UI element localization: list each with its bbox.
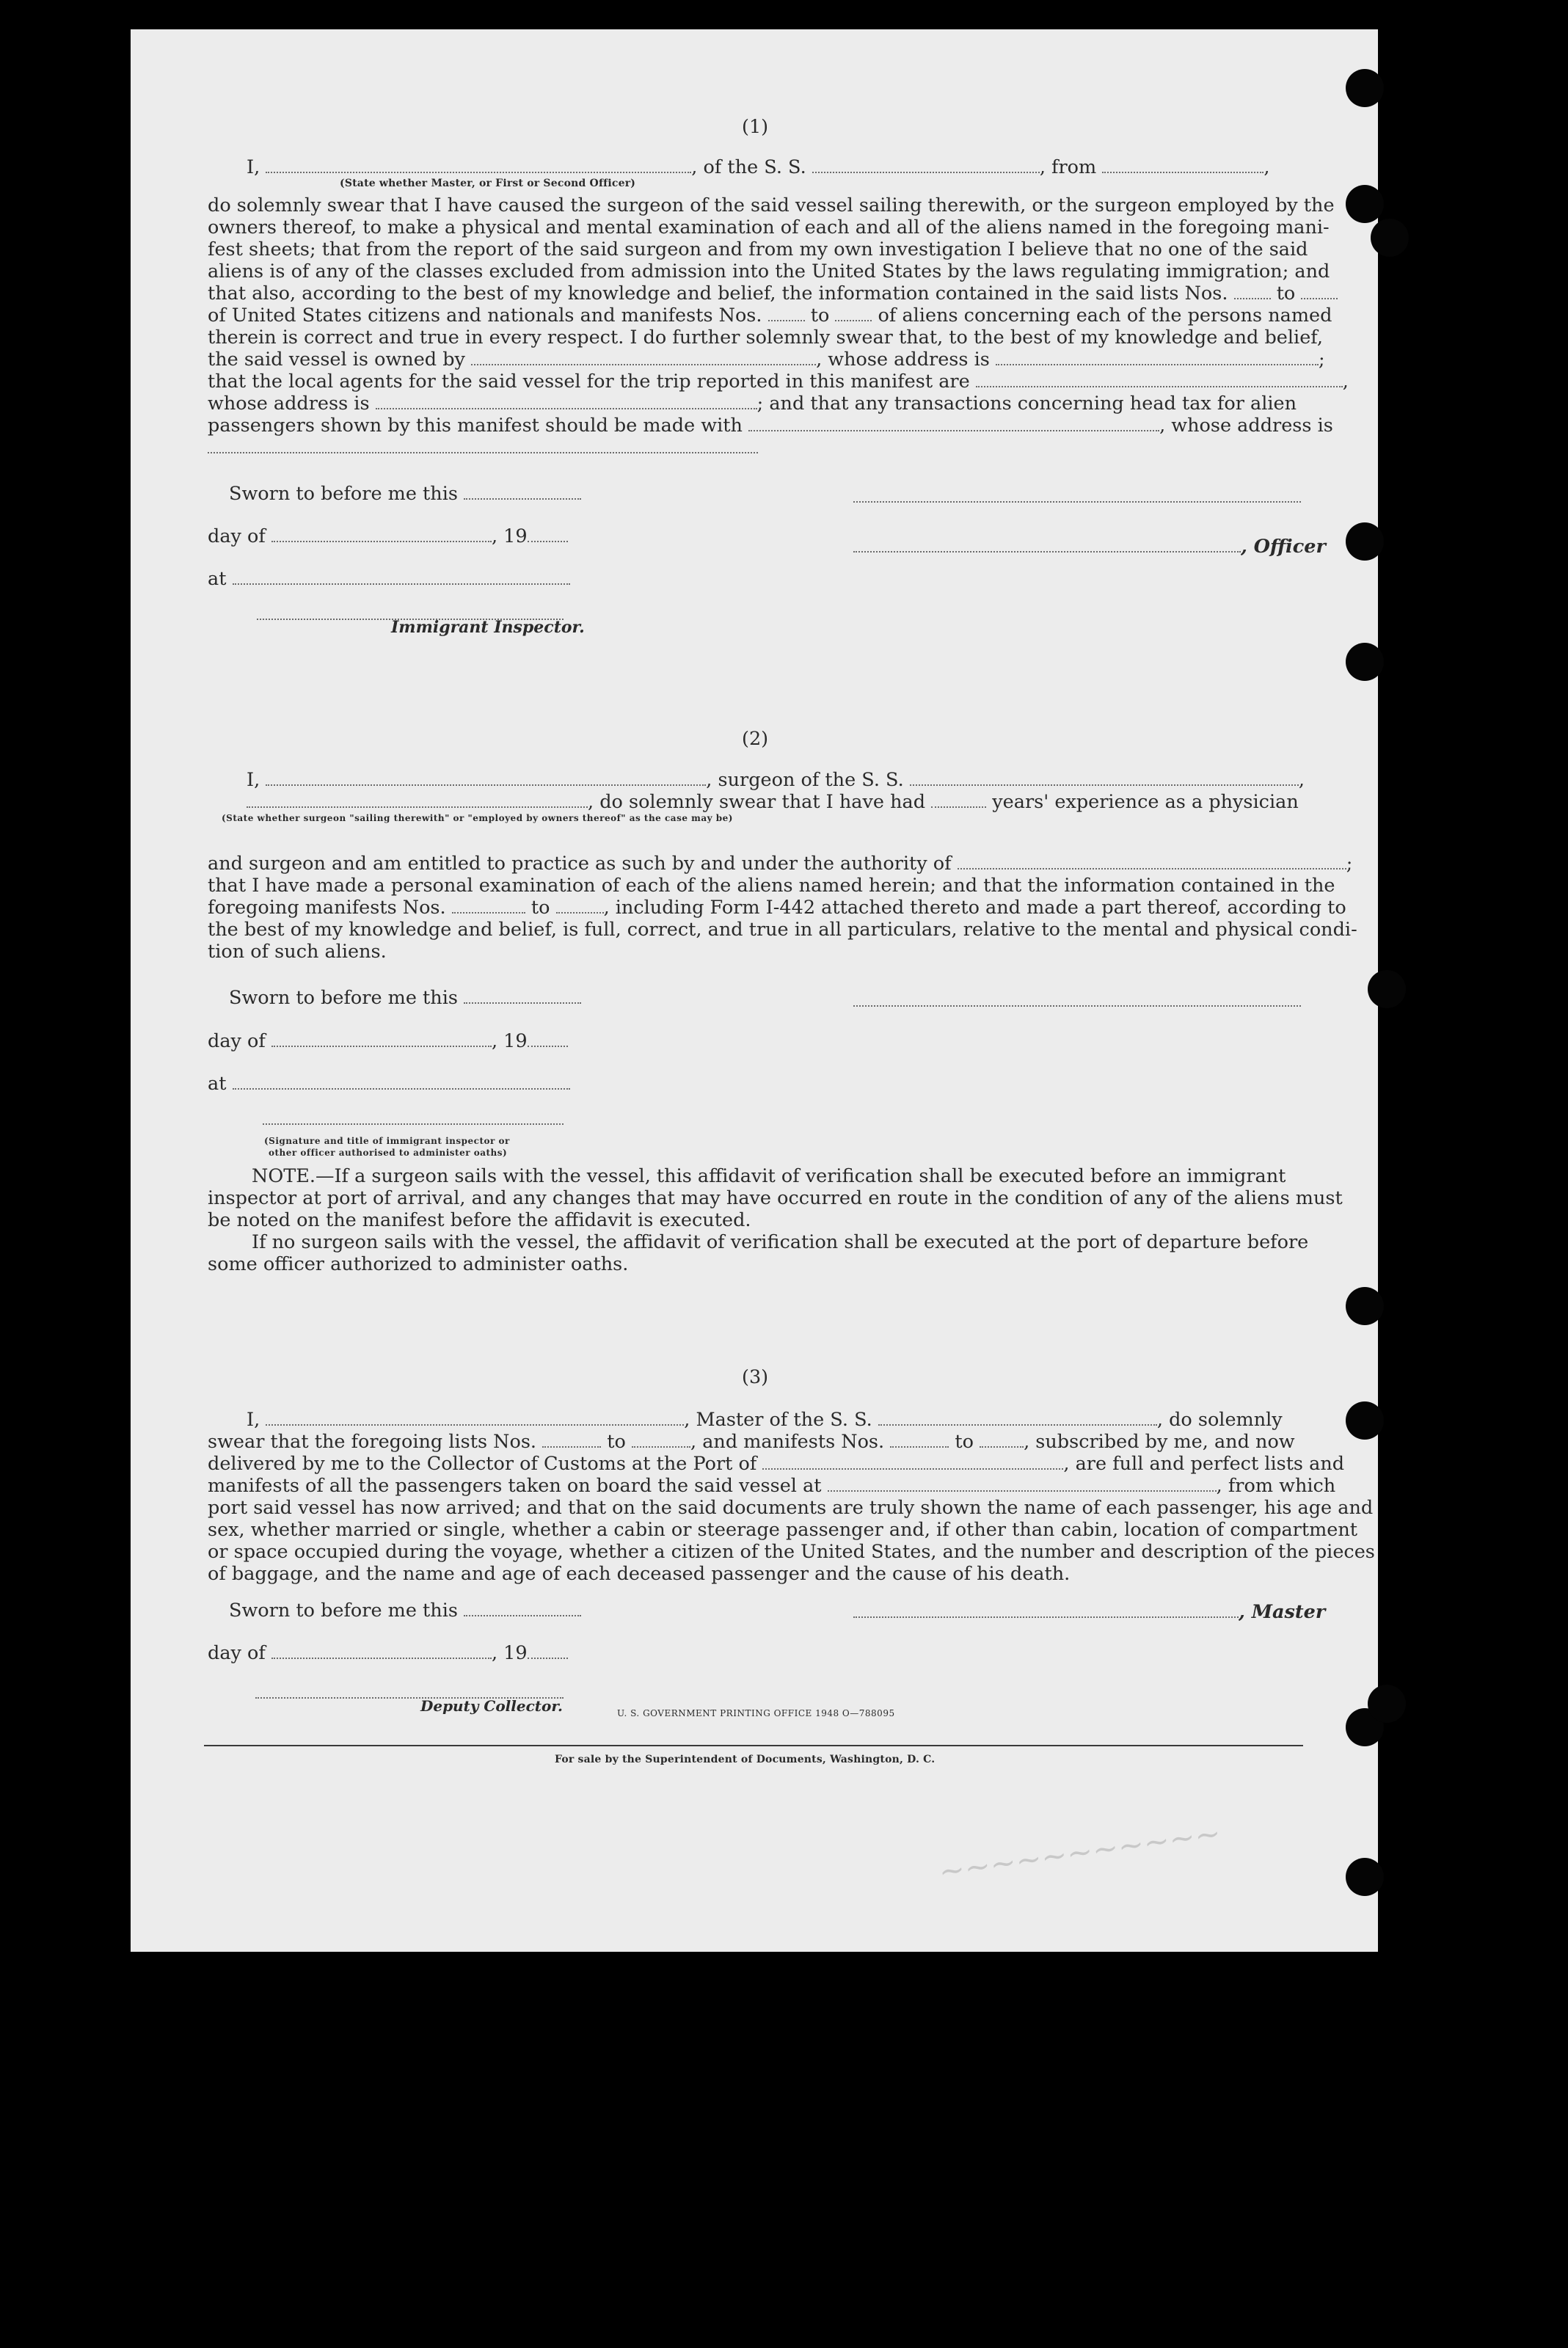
section1-para-9: that the local agents for the said vessel for the trip reported in this manifest are , <box>208 371 1349 393</box>
binder-hole <box>1368 1685 1406 1723</box>
binder-hole <box>1346 185 1384 223</box>
binder-hole <box>1346 1858 1384 1896</box>
section1-day-of-text: day of <box>208 525 266 547</box>
boarding-port-blank[interactable] <box>828 1490 1217 1492</box>
s3-manifests-from-blank[interactable] <box>890 1445 949 1448</box>
section2-years: years' experience as a physician <box>992 791 1299 813</box>
section1-at <box>208 568 570 590</box>
section3-sworn-text: Sworn to before me this <box>229 1600 458 1622</box>
section1-owned-by: the said vessel is owned by <box>208 349 465 371</box>
section2-note-2: inspector at port of arrival, and any changes that may have occurred en route in the condition of any of the aliens must <box>208 1187 1343 1209</box>
officer-blank[interactable] <box>853 550 1241 553</box>
section2-sig-label-1: (Signature and title of immigrant inspector or <box>264 1136 510 1146</box>
section1-para-7: therein is correct and true in every respect. I do further solemnly swear that, to the best of my knowledge and belief, <box>208 327 1323 349</box>
binder-hole <box>1368 970 1406 1008</box>
section2-surgeon-of: , surgeon of the S. S. <box>706 769 904 791</box>
section3-rest-4: of baggage, and the name and age of each deceased passenger and the cause of his death. <box>208 1563 1071 1585</box>
section3-deputy-label: Deputy Collector. <box>420 1697 564 1715</box>
section3-line2c: , and manifests Nos. <box>690 1431 885 1453</box>
section3-line4b: , from which <box>1216 1475 1336 1497</box>
form-page <box>131 29 1378 1952</box>
vessel-name-blank[interactable] <box>812 171 1040 173</box>
agents-blank[interactable] <box>976 385 1343 387</box>
section3-sworn-blank[interactable] <box>464 1614 581 1616</box>
section2-sworn <box>229 987 581 1009</box>
section1-para-2: owners thereof, to make a physical and mental examination of each and all of the aliens named in the foregoing mani- <box>208 216 1330 238</box>
section2-line5a: foregoing manifests Nos. <box>208 897 446 919</box>
section2-line5b: to <box>530 897 550 919</box>
head-tax-address-blank[interactable] <box>208 451 758 453</box>
section3-year: , 19 <box>491 1642 528 1664</box>
agents-address-blank[interactable] <box>376 407 757 409</box>
section2-line5 <box>208 897 1346 919</box>
section3-day-of <box>208 1642 568 1664</box>
section3-line3a: delivered by me to the Collector of Customs at the Port of <box>208 1453 757 1475</box>
section2-note-3: be noted on the manifest before the affidavit is executed. <box>208 1209 751 1231</box>
s2-manifest-from-blank[interactable] <box>452 911 525 914</box>
section2-line6: the best of my knowledge and belief, is full, correct, and true in all particulars, relative to the mental and physical condi- <box>208 919 1357 941</box>
for-sale-line: For sale by the Superintendent of Documents, Washington, D. C. <box>555 1754 936 1765</box>
section1-para-5-text: that also, according to the best of my knowledge and belief, the information contained in the said lists Nos. <box>208 282 1228 305</box>
section3-master-of: , Master of the S. S. <box>684 1409 872 1431</box>
section1-para-4: aliens is of any of the classes excluded from admission into the United States by the laws regulating immigration; and <box>208 260 1330 282</box>
section3-i: I, <box>247 1409 260 1431</box>
section3-line2d: to <box>955 1431 974 1453</box>
section1-whose-address: , whose address is <box>816 349 990 371</box>
surgeon-name-blank[interactable] <box>266 784 706 786</box>
s3-lists-from-blank[interactable] <box>542 1445 601 1448</box>
section2-note-4: If no surgeon sails with the vessel, the affidavit of verification shall be executed at the port of departure before <box>252 1231 1309 1253</box>
section2-do-swear: , do solemnly swear that I have had <box>588 791 926 813</box>
section3-line3b: , are full and perfect lists and <box>1063 1453 1345 1475</box>
section1-whose-address-3: , whose address is <box>1159 415 1333 437</box>
section1-passengers: passengers shown by this manifest should be made with <box>208 415 743 437</box>
section1-para-8: the said vessel is owned by , whose address is ; <box>208 349 1325 371</box>
section1-para-3: fest sheets; that from the report of the said surgeon and from my own investigation I believe that no one of the said <box>208 238 1308 260</box>
section1-para-12 <box>208 437 758 459</box>
section2-line3-text: and surgeon and am entitled to practice as such by and under the authority of <box>208 853 952 875</box>
section2-sublabel: (State whether surgeon "sailing therewith" or "employed by owners thereof" as the case may be) <box>222 813 733 823</box>
section2-sig-label-2: other officer authorised to administer oaths) <box>269 1148 508 1158</box>
section3-line2b: to <box>607 1431 626 1453</box>
binder-hole <box>1371 219 1409 257</box>
binder-hole <box>1346 1401 1384 1440</box>
section3-line2 <box>208 1431 1295 1453</box>
section1-para-1: do solemnly swear that I have caused the surgeon of the said vessel sailing therewith, or the surgeon employed by the <box>208 194 1335 216</box>
footer-rule <box>204 1745 1303 1746</box>
section3-rest-1: port said vessel has now arrived; and that on the said documents are truly shown the name of each passenger, his age and <box>208 1497 1374 1519</box>
section1-from: , from <box>1039 156 1097 178</box>
section3-line2e: , subscribed by me, and now <box>1024 1431 1295 1453</box>
section2-at-blank[interactable] <box>233 1087 570 1090</box>
section2-at-text: at <box>208 1073 227 1095</box>
binder-hole <box>1346 1287 1384 1325</box>
section2-note-5: some officer authorized to administer oaths. <box>208 1253 629 1275</box>
owner-blank[interactable] <box>471 363 816 365</box>
section3-day-of-text: day of <box>208 1642 266 1664</box>
section1-i: I, <box>247 156 260 178</box>
section2-year: , 19 <box>491 1030 528 1052</box>
section1-day-blank[interactable] <box>271 540 492 542</box>
section1-local-agents: that the local agents for the said vessel for the trip reported in this manifest are <box>208 371 970 393</box>
section1-sworn <box>229 483 581 505</box>
section1-para-6-text: of United States citizens and nationals and manifests Nos. <box>208 305 762 327</box>
section2-sworn-text: Sworn to before me this <box>229 987 458 1009</box>
section2-note-1: NOTE.—If a surgeon sails with the vessel, this affidavit of verification shall be executed before an immigrant <box>252 1165 1286 1187</box>
section1-to-2: to <box>810 305 830 327</box>
lists-to-blank[interactable] <box>1301 297 1338 299</box>
section1-sworn-text: Sworn to before me this <box>229 483 458 505</box>
section2-vessel-blank[interactable] <box>910 784 1299 786</box>
section2-at <box>208 1073 570 1095</box>
master-name-blank[interactable] <box>266 171 691 173</box>
section1-to-1: to <box>1276 282 1296 305</box>
section1-line1: I, , of the S. S. , from , <box>247 156 1270 178</box>
section3-day-blank[interactable] <box>271 1657 492 1659</box>
section3-line3 <box>208 1453 1344 1475</box>
section3-line4a: manifests of all the passengers taken on board the said vessel at <box>208 1475 822 1497</box>
section3-rest-2: sex, whether married or single, whether a cabin or steerage passenger and, if other than cabin, location of compartment <box>208 1519 1358 1541</box>
section1-head-tax: ; and that any transactions concerning head tax for alien <box>756 393 1297 415</box>
section1-day-of <box>208 525 568 547</box>
section2-line2 <box>247 791 1299 813</box>
manifests-from-blank[interactable] <box>768 319 805 321</box>
section1-of-ss: , of the S. S. <box>691 156 806 178</box>
section3-year-blank[interactable] <box>528 1657 568 1659</box>
head-tax-party-blank[interactable] <box>748 429 1159 431</box>
section3-vessel-blank[interactable] <box>878 1423 1157 1426</box>
gpo-imprint: U. S. GOVERNMENT PRINTING OFFICE 1948 O—788095 <box>617 1708 895 1718</box>
section1-whose-address-2: whose address is <box>208 393 370 415</box>
section1-sublabel: (State whether Master, or First or Second Officer) <box>340 178 636 189</box>
section2-i: I, <box>247 769 260 791</box>
section2-day-of-text: day of <box>208 1030 266 1052</box>
owner-address-blank[interactable] <box>996 363 1319 365</box>
binder-hole <box>1346 522 1384 561</box>
section1-number: (1) <box>742 116 769 138</box>
section1-inspector-label: Immigrant Inspector. <box>391 618 585 637</box>
section2-line3: and surgeon and am entitled to practice as such by and under the authority of ; <box>208 853 1353 875</box>
section3-rest-3: or space occupied during the voyage, whether a citizen of the United States, and the number and description of the pieces <box>208 1541 1375 1563</box>
section3-master-label: , Master <box>1239 1601 1326 1623</box>
section2-signature-line[interactable] <box>853 996 1301 1010</box>
section3-line1 <box>247 1409 1283 1431</box>
section2-line7: tion of such aliens. <box>208 941 387 963</box>
section2-day-of <box>208 1030 568 1052</box>
section1-year-blank[interactable] <box>528 540 568 542</box>
section2-inspector-line[interactable] <box>263 1114 564 1128</box>
port-blank[interactable] <box>762 1468 1063 1470</box>
section1-para-10 <box>208 393 1297 415</box>
section1-para-6 <box>208 305 1332 327</box>
section1-sworn-blank[interactable] <box>464 497 581 500</box>
years-blank[interactable] <box>931 806 986 808</box>
section3-master-line <box>853 1601 1325 1623</box>
section3-do-solemnly: , do solemnly <box>1156 1409 1283 1431</box>
master-signature-blank[interactable] <box>853 1616 1239 1618</box>
lists-from-blank[interactable] <box>1234 297 1271 299</box>
from-port-blank[interactable] <box>1102 171 1263 173</box>
binder-hole <box>1346 643 1384 681</box>
section2-day-blank[interactable] <box>271 1045 492 1047</box>
section1-year: , 19 <box>491 525 528 547</box>
section3-master-blank[interactable] <box>266 1423 684 1426</box>
section3-sworn <box>229 1600 581 1622</box>
section1-at-blank[interactable] <box>233 583 570 585</box>
s3-lists-to-blank[interactable] <box>632 1445 690 1448</box>
s2-manifest-to-blank[interactable] <box>556 911 604 914</box>
section3-line2a: swear that the foregoing lists Nos. <box>208 1431 537 1453</box>
section1-officer-label: , Officer <box>1241 536 1326 558</box>
section2-line4: that I have made a personal examination of each of the aliens named herein; and that the information contained in the <box>208 875 1335 897</box>
section2-sworn-blank[interactable] <box>464 1002 581 1004</box>
authority-blank[interactable] <box>958 867 1346 869</box>
section2-line1: I, , surgeon of the S. S. , <box>247 769 1305 791</box>
section1-at-text: at <box>208 568 227 590</box>
section3-line4 <box>208 1475 1335 1497</box>
section1-para-5 <box>208 282 1338 305</box>
section1-para-11 <box>208 415 1333 437</box>
handwritten-scribble: ~~~~~~~~~~~ <box>936 1815 1223 1890</box>
section2-line5c: , including Form I-442 attached thereto and made a part thereof, according to <box>603 897 1346 919</box>
s3-manifests-to-blank[interactable] <box>980 1445 1024 1448</box>
section2-number: (2) <box>742 728 769 750</box>
binder-hole <box>1346 69 1384 107</box>
section1-signature-line[interactable] <box>853 492 1301 506</box>
section1-of-aliens: of aliens concerning each of the persons named <box>878 305 1332 327</box>
manifests-to-blank[interactable] <box>835 319 872 321</box>
section1-officer-line <box>853 536 1326 558</box>
section2-year-blank[interactable] <box>528 1045 568 1047</box>
section3-number: (3) <box>742 1366 769 1388</box>
surgeon-type-blank[interactable] <box>247 806 588 808</box>
